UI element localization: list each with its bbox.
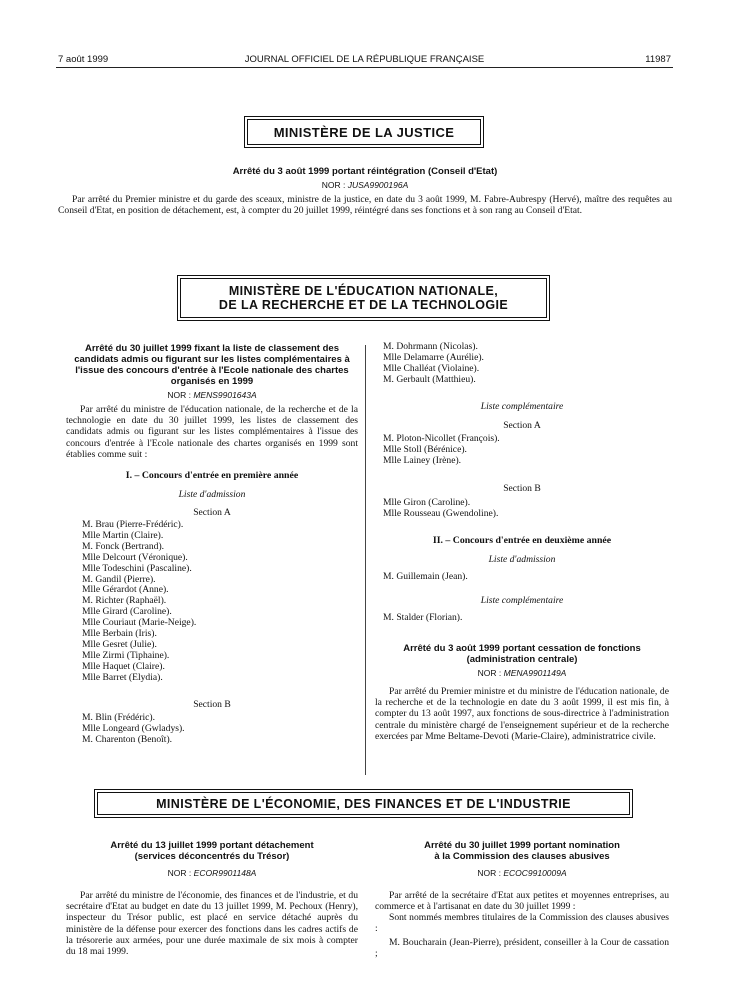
nor-label: NOR : xyxy=(167,390,191,400)
economie-left-title xyxy=(66,840,358,862)
list-item: Mlle Girard (Caroline). xyxy=(82,606,172,618)
economie-left-nor xyxy=(66,868,358,878)
section-b-list xyxy=(82,713,185,746)
header-rule xyxy=(56,67,673,68)
list-item: Mlle Haquet (Claire). xyxy=(82,660,165,672)
section-a-heading: Section A xyxy=(193,507,231,518)
list-item: M. Gerbault (Matthieu). xyxy=(383,373,476,385)
ministry-education-line2: DE LA RECHERCHE ET DE LA TECHNOLOGIE xyxy=(218,298,509,312)
justice-decree-body: Par arrêté du Premier ministre et du garde des sceaux, ministre de la justice, en date du 3 août 1999, M. Fabre-Aubrespy (Hervé), maître des requêtes au Conseil d'Etat, en position de détachement, est, à compter du 20 juillet 1999, réintégré dans ses fonctions et à son rang au Conseil d'Etat. xyxy=(58,194,672,217)
nor-label: NOR : xyxy=(321,180,346,190)
part2-admission-name: M. Guillemain (Jean). xyxy=(383,571,468,582)
list-item: Mlle Stoll (Bérénice). xyxy=(383,443,467,455)
list-item: M. Richter (Raphaël). xyxy=(82,595,167,607)
page-header xyxy=(58,54,671,68)
list-item: M. Charenton (Benoît). xyxy=(82,733,173,745)
liste-admission-heading: Liste d'admission xyxy=(178,489,246,500)
nor-label: NOR : xyxy=(477,868,501,878)
section-a-list xyxy=(82,520,196,684)
part2-comp-name: M. Stalder (Florian). xyxy=(383,612,463,623)
economie-right-nor xyxy=(375,868,669,878)
list-item: Mlle Giron (Caroline). xyxy=(383,497,471,508)
comp-section-a-heading: Section A xyxy=(503,420,541,431)
nor-code: ECOC9910009A xyxy=(503,868,567,878)
list-item: Mlle Challéat (Violaine). xyxy=(383,362,480,374)
part1-heading: I. – Concours d'entrée en première année xyxy=(125,470,299,481)
economie-right-body2: Sont nommés membres titulaires de la Commission des clauses abusives : xyxy=(375,912,669,935)
comp-section-b-heading: Section B xyxy=(503,483,541,494)
list-item: Mlle Delamarre (Aurélie). xyxy=(383,351,484,363)
list-item: M. Ploton-Nicollet (François). xyxy=(383,433,500,444)
ministry-economie-box xyxy=(94,789,633,818)
decree2-title-line2: (administration centrale) xyxy=(466,654,578,665)
list-item: Mlle Longeard (Gwladys). xyxy=(82,722,185,734)
decree2-title-line1: Arrêté du 3 août 1999 portant cessation de fonctions xyxy=(403,643,641,654)
education-decree2-nor xyxy=(375,668,669,678)
justice-decree-title: Arrêté du 3 août 1999 portant réintégration (Conseil d'Etat) xyxy=(232,166,498,177)
nor-label: NOR : xyxy=(167,868,192,878)
education-decree1-nor xyxy=(66,390,358,400)
list-item: Mlle Barret (Elydia). xyxy=(82,671,163,683)
header-journal: JOURNAL OFFICIEL DE LA RÉPUBLIQUE FRANÇAISE xyxy=(244,54,485,65)
comp-section-a-list xyxy=(383,434,500,467)
list-item: Mlle Berbain (Iris). xyxy=(82,628,157,640)
nor-code: ECOR9901148A xyxy=(193,868,257,878)
education-decree1-body: Par arrêté du ministre de l'éducation nationale, de la recherche et de la technologie en date du 30 juillet 1999, les listes de classement des candidats admis ou figurant sur les listes complémentaires à l'issue des concours d'entrée à l'Ecole nationale des chartes organisés en 1999 sont établies comme suit : xyxy=(66,404,358,460)
nor-code: MENS9901643A xyxy=(193,390,257,400)
list-item: M. Brau (Pierre-Frédéric). xyxy=(82,519,184,530)
economie-right-body1: Par arrêté de la secrétaire d'Etat aux petites et moyennes entreprises, au commerce et à l'artisanat en date du 30 juillet 1999 : xyxy=(375,890,669,913)
ministry-justice-title: MINISTÈRE DE LA JUSTICE xyxy=(273,124,455,140)
economie-left-body: Par arrêté du ministre de l'économie, des finances et de l'industrie, et du secrétaire d'Etat au budget en date du 13 juillet 1999, M. Pechoux (Henry), inspecteur du Trésor public, est placé en service détaché auprès du ministère de la défense pour exercer des fonctions dans les cadres actifs de la trésorerie aux armées, pour une durée maximale de six mois à compter du 18 mai 1999. xyxy=(66,890,358,958)
economie-right-title-line1: Arrêté du 30 juillet 1999 portant nomination xyxy=(424,840,620,851)
list-item: M. Dohrmann (Nicolas). xyxy=(383,341,478,352)
nor-code: JUSA9900196A xyxy=(347,180,409,190)
ministry-justice-box xyxy=(244,116,484,148)
list-item: Mlle Zirmi (Tiphaine). xyxy=(82,649,170,661)
liste-complementaire2-heading: Liste complémentaire xyxy=(480,595,564,606)
ministry-education-box xyxy=(177,275,550,321)
list-item: Mlle Couriaut (Marie-Neige). xyxy=(82,617,197,629)
header-date: 7 août 1999 xyxy=(58,54,109,65)
economie-left-title-line1: Arrêté du 13 juillet 1999 portant détachement xyxy=(110,840,314,851)
header-page-number: 11987 xyxy=(645,54,671,65)
list-item: Mlle Lainey (Irène). xyxy=(383,454,462,466)
section-b-heading: Section B xyxy=(193,699,231,710)
ministry-education-line1: MINISTÈRE DE L'ÉDUCATION NATIONALE, xyxy=(228,284,499,298)
justice-nor xyxy=(80,180,650,190)
list-item: Mlle Gérardot (Anne). xyxy=(82,584,169,596)
column-rule xyxy=(365,345,366,775)
list-item: Mlle Delcourt (Véronique). xyxy=(82,551,188,563)
list-item: M. Fonck (Bertrand). xyxy=(82,540,165,552)
education-decree2-body: Par arrêté du Premier ministre et du ministre de l'éducation nationale, de la recherche et de la technologie en date du 3 août 1999, il est mis fin, à compter du 13 août 1997, aux fonctions de sous-directrice à l'administration centrale du ministère chargé de l'enseignement supérieur et de la recherche exercées par Mme Beltame-Devoti (Marie-Claire), administratrice civile. xyxy=(375,686,669,742)
part2-heading: II. – Concours d'entrée en deuxième année xyxy=(432,535,612,546)
economie-left-title-line2: (services déconcentrés du Trésor) xyxy=(134,851,290,862)
economie-right-body3: M. Boucharain (Jean-Pierre), président, conseiller à la Cour de cassation ; xyxy=(375,937,669,960)
economie-right-title xyxy=(375,840,669,862)
ministry-economie-title: MINISTÈRE DE L'ÉCONOMIE, DES FINANCES ET DE L'INDUSTRIE xyxy=(156,796,571,811)
education-decree2-title xyxy=(375,643,669,665)
comp-section-b-list xyxy=(383,498,498,520)
list-item: Mlle Rousseau (Gwendoline). xyxy=(383,507,499,519)
list-item: Mlle Martin (Claire). xyxy=(82,529,164,541)
liste-complementaire-heading: Liste complémentaire xyxy=(480,401,564,412)
liste-admission2-heading: Liste d'admission xyxy=(488,554,556,565)
list-item: Mlle Todeschini (Pascaline). xyxy=(82,562,192,574)
education-decree1-title: Arrêté du 30 juillet 1999 fixant la liste de classement des candidats admis ou figurant sur les listes complémentaires à l'issue des concours d'entrée à l'Ecole nationale des chartes organisés en 1999 xyxy=(74,343,350,387)
list-item: M. Gandil (Pierre). xyxy=(82,573,156,585)
list-item: M. Blin (Frédéric). xyxy=(82,712,156,723)
list-item: Mlle Gesret (Julie). xyxy=(82,638,157,650)
section-a-list-continued xyxy=(383,342,484,386)
nor-code: MENA9901149A xyxy=(503,668,567,678)
economie-right-title-line2: à la Commission des clauses abusives xyxy=(434,851,610,862)
nor-label: NOR : xyxy=(477,668,502,678)
